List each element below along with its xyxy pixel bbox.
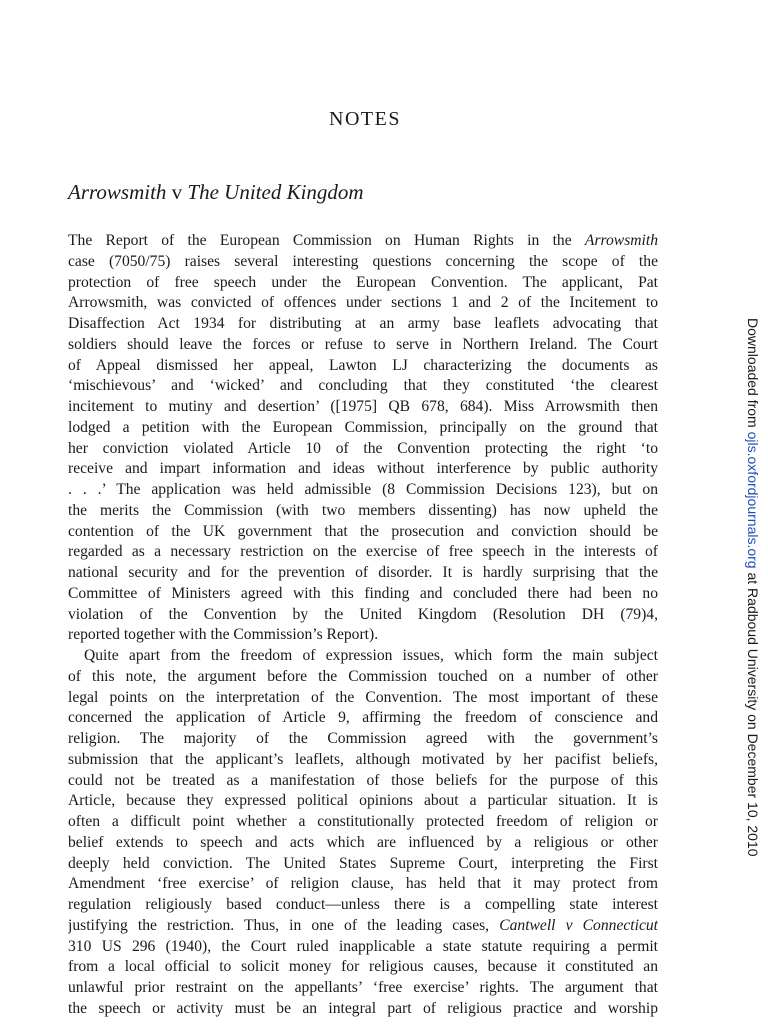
text-line xyxy=(68,874,658,895)
text-line xyxy=(68,439,658,460)
text-segment: from a local official to solicit money for religious causes, because it constituted an xyxy=(68,958,658,976)
download-sidebar xyxy=(742,318,764,878)
italic-case-name: Cantwell v Connecticut xyxy=(499,916,658,934)
text-line xyxy=(68,335,658,356)
text-line xyxy=(68,937,658,958)
text-segment: case (7050/75) raises several interesting questions concerning the scope of the xyxy=(68,252,658,270)
text-line xyxy=(68,501,658,522)
text-line xyxy=(68,273,658,294)
text-segment: submission that the applicant’s leaflets, although motivated by her pacifist beliefs, xyxy=(68,750,658,768)
text-line xyxy=(68,625,658,646)
title-case-name-first: Arrowsmith xyxy=(68,180,167,204)
article-title xyxy=(68,180,364,205)
text-segment: religion. The majority of the Commission agreed with the government’s xyxy=(68,730,658,747)
text-line xyxy=(68,833,658,854)
text-line xyxy=(68,459,658,480)
text-segment: protection of free speech under the European Convention. The applicant, Pat xyxy=(68,273,658,291)
text-line xyxy=(68,957,658,978)
text-line xyxy=(68,999,658,1020)
text-line xyxy=(68,397,658,418)
text-line xyxy=(68,314,658,335)
text-line xyxy=(68,688,658,709)
text-line xyxy=(68,646,658,667)
text-line xyxy=(68,376,658,397)
text-line xyxy=(68,791,658,812)
text-segment: Article, because they expressed political opinions about a particular situation. It is xyxy=(68,792,658,810)
text-segment: justifying the restriction. Thus, in one of the leading cases, xyxy=(68,916,500,934)
italic-case-name: Arrowsmith xyxy=(584,232,658,249)
text-segment: of Appeal dismissed her appeal, Lawton LJ characterizing the documents as xyxy=(68,356,658,374)
text-segment: national security and for the prevention of disorder. It is hardly surprising that the xyxy=(68,564,658,581)
text-line xyxy=(68,480,658,501)
text-line xyxy=(68,231,658,252)
text-line xyxy=(68,771,658,792)
text-segment: regarded as a necessary restriction on the exercise of free speech in the interests of xyxy=(68,543,658,561)
text-line xyxy=(68,252,658,273)
text-line xyxy=(68,978,658,999)
text-segment: lodged a petition with the European Commission, principally on the ground that xyxy=(68,418,658,436)
text-line xyxy=(68,667,658,688)
text-segment: incitement to mutiny and desertion’ ([1975] QB 678, 684). Miss Arrowsmith then xyxy=(68,398,658,415)
text-line xyxy=(68,542,658,563)
text-line xyxy=(68,729,658,750)
section-heading: NOTES xyxy=(329,108,401,130)
title-case-name-second: The United Kingdom xyxy=(187,180,364,204)
text-line xyxy=(68,584,658,605)
text-segment: legal points on the interpretation of the Convention. The most important of these xyxy=(68,688,658,706)
text-segment: reported together with the Commission’s Report). xyxy=(68,626,379,644)
text-segment: unlawful prior restraint on the appellants’ ‘free exercise’ rights. The argument that xyxy=(68,979,658,996)
text-line xyxy=(68,605,658,626)
text-segment: receive and impart information and ideas without interference by public authority xyxy=(68,460,658,478)
download-suffix: at Radboud University on December 10, 2010 xyxy=(745,568,761,857)
text-segment: Arrowsmith, was convicted of offences under sections 1 and 2 of the Incitement to xyxy=(68,294,658,312)
text-line xyxy=(68,812,658,833)
text-line xyxy=(68,916,658,937)
text-segment: concerned the application of Article 9, affirming the freedom of conscience and xyxy=(68,709,658,727)
text-segment: the speech or activity must be an integral part of religious practice and worship xyxy=(68,999,658,1017)
text-segment: deeply held conviction. The United States Supreme Court, interpreting the First xyxy=(68,854,658,872)
text-line xyxy=(68,418,658,439)
title-versus: v xyxy=(171,180,183,204)
text-segment: Quite apart from the freedom of expression issues, which form the main subject xyxy=(84,647,658,664)
text-line xyxy=(68,895,658,916)
text-segment: the merits the Commission (with two members dissenting) has now upheld the xyxy=(68,501,658,519)
text-segment: violation of the Convention by the United Kingdom (Resolution DH (79)4, xyxy=(68,605,658,623)
text-segment: contention of the UK government that the prosecution and conviction should be xyxy=(68,522,658,540)
text-segment: The Report of the European Commission on Human Rights in the xyxy=(68,232,585,249)
text-line xyxy=(68,356,658,377)
text-segment: often a difficult point whether a constitutionally protected freedom of religion or xyxy=(68,813,658,830)
text-line xyxy=(68,854,658,875)
text-segment: her conviction violated Article 10 of the Convention protecting the right ‘to xyxy=(68,439,658,457)
journal-link[interactable]: ojls.oxfordjournals.org xyxy=(745,431,761,569)
text-segment: soldiers should leave the forces or refuse to serve in Northern Ireland. The Court xyxy=(68,335,658,353)
text-line xyxy=(68,563,658,584)
text-line xyxy=(68,293,658,314)
download-prefix: Downloaded from xyxy=(745,318,761,432)
text-segment: Amendment ‘free exercise’ of religion clause, has held that it may protect from xyxy=(68,875,658,893)
text-segment: ‘mischievous’ and ‘wicked’ and concluding that they constituted ‘the clearest xyxy=(68,377,658,395)
text-segment: . . .’ The application was held admissible (8 Commission Decisions 123), but on xyxy=(68,481,658,498)
text-line xyxy=(68,750,658,771)
text-line xyxy=(68,522,658,543)
text-segment: 310 US 296 (1940), the Court ruled inapplicable a state statute requiring a permit xyxy=(68,937,658,955)
text-segment: regulation religiously based conduct—unless there is a compelling state interest xyxy=(68,896,658,913)
text-segment: belief extends to speech and acts which are influenced by a religious or other xyxy=(68,833,658,851)
text-segment: Disaffection Act 1934 for distributing at an army base leaflets advocating that xyxy=(68,315,658,332)
text-segment: of this note, the argument before the Commission touched on a number of other xyxy=(68,667,658,685)
text-segment: Committee of Ministers agreed with this finding and concluded there had been no xyxy=(68,584,658,602)
article-body xyxy=(68,231,658,1020)
text-segment: could not be treated as a manifestation of those beliefs for the purpose of this xyxy=(68,771,658,789)
text-line xyxy=(68,708,658,729)
download-notice xyxy=(745,318,761,857)
